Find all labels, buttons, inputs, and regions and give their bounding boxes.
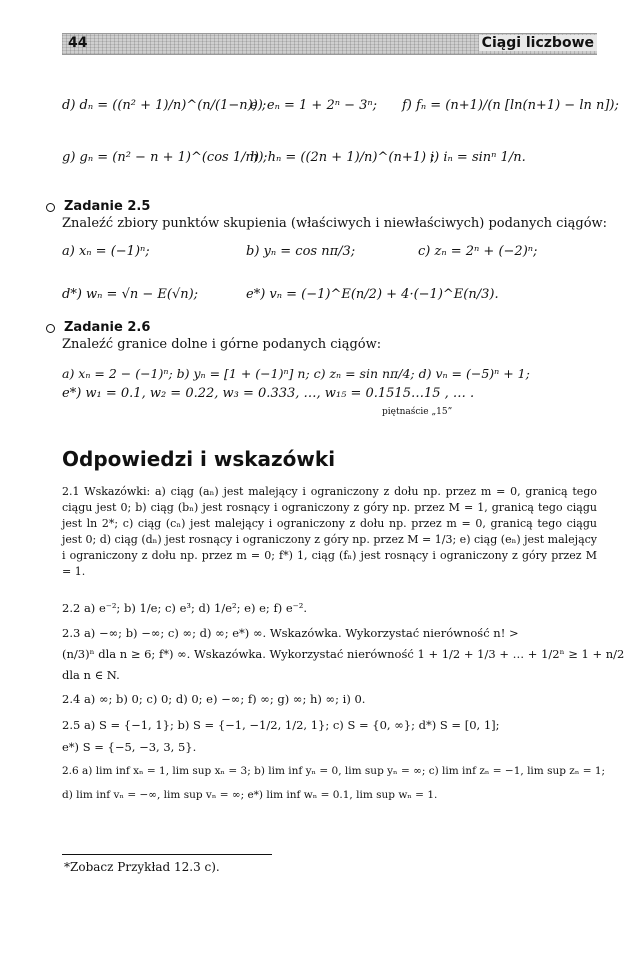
footnote: *Zobacz Przykład 12.3 c).	[64, 860, 220, 874]
answer-2-1: 2.1 Wskazówki: a) ciąg (aₙ) jest malejący i ograniczony z dołu np. przez m = 0, granicą tego ciągu jest 0; b) ciąg (bₙ) jest rosnący i ograniczony z góry np. przez M = 1, granicą tego ciągu jest ln 2*; c) ciąg (cₙ) jest malejący i ograniczony z dołu np. przez m = 0, granicą tego ciągu jest 0; d) ciąg (dₙ) jest rosnący i ograniczony z góry np. przez M = 1/3; e) ciąg (eₙ) jest malejący i ograniczony z dołu np. przez m = 0; f*) 1, ciąg (fₙ) jest rosnący i ograniczony z góry przez M = 1.	[62, 485, 597, 578]
formula-e: e) eₙ = 1 + 2ⁿ − 3ⁿ;	[250, 98, 378, 113]
answer-2-5-line1: 2.5 a) S = {−1, 1}; b) S = {−1, −1/2, 1/2, 1}; c) S = {0, ∞}; d*) S = [0, 1];	[62, 718, 500, 732]
task-25-text: Znaleźć zbiory punktów skupienia (właściwych i niewłaściwych) podanych ciągów:	[62, 216, 608, 231]
answer-2-4: 2.4 a) ∞; b) 0; c) 0; d) 0; e) −∞; f) ∞; g) ∞; h) ∞; i) 0.	[62, 692, 366, 706]
task-26-line1: a) xₙ = 2 − (−1)ⁿ; b) yₙ = [1 + (−1)ⁿ] n; c) zₙ = sin nπ/4; d) vₙ = (−5)ⁿ + 1;	[62, 366, 530, 381]
task-25-a: a) xₙ = (−1)ⁿ;	[62, 244, 150, 259]
page-number: 44	[68, 35, 88, 51]
bullet-icon	[46, 324, 55, 333]
answer-2-3-line2: (n/3)ⁿ dla n ≥ 6; f*) ∞. Wskazówka. Wykorzystać nierówność 1 + 1/2 + 1/3 + … + 1/2ⁿ ≥ 1 + n/2	[62, 647, 625, 661]
answer-2-5-line2: e*) S = {−5, −3, 3, 5}.	[62, 740, 197, 754]
bullet-icon	[46, 203, 55, 212]
task-25-c: c) zₙ = 2ⁿ + (−2)ⁿ;	[418, 244, 538, 259]
answer-2-3-line3: dla n ∈ N.	[62, 668, 120, 682]
formula-d: d) dₙ = ((n² + 1)/n)^(n/(1−n)) ;	[62, 98, 267, 113]
formula-f: f) fₙ = (n+1)/(n [ln(n+1) − ln n]);	[402, 98, 619, 113]
footnote-rule	[62, 854, 272, 855]
task-26-line2: e*) w₁ = 0.1, w₂ = 0.22, w₃ = 0.333, …, w₁₅ = 0.1515…15 , … .	[62, 386, 475, 401]
formula-h: h) hₙ = ((2n + 1)/n)^(n+1) ;	[250, 150, 435, 165]
task-25-title: Zadanie 2.5	[64, 199, 151, 214]
task-26-text: Znaleźć granice dolne i górne podanych ciągów:	[62, 337, 382, 352]
answer-2-6-line1: 2.6 a) lim inf xₙ = 1, lim sup xₙ = 3; b) lim inf yₙ = 0, lim sup yₙ = ∞; c) lim inf zₙ = −1, lim sup zₙ = 1;	[62, 765, 606, 777]
task-26-note: piętnaście „15”	[382, 407, 453, 417]
answer-2-6-line2: d) lim inf vₙ = −∞, lim sup vₙ = ∞; e*) lim inf wₙ = 0.1, lim sup wₙ = 1.	[62, 789, 438, 801]
formula-g: g) gₙ = (n² − n + 1)^(cos 1/n) ;	[62, 150, 268, 165]
formula-i: i) iₙ = sinⁿ 1/n.	[430, 150, 526, 165]
task-25-b: b) yₙ = cos nπ/3;	[246, 244, 356, 259]
answer-2-2: 2.2 a) e⁻²; b) 1/e; c) e³; d) 1/e²; e) e; f) e⁻².	[62, 601, 307, 615]
answers-heading: Odpowiedzi i wskazówki	[62, 447, 336, 471]
task-25-d: d*) wₙ = √n − E(√n);	[62, 287, 199, 302]
chapter-title: Ciągi liczbowe	[479, 35, 597, 51]
running-header	[62, 33, 597, 55]
task-25-e: e*) vₙ = (−1)^E(n/2) + 4·(−1)^E(n/3).	[246, 287, 499, 302]
answer-2-3-line1: 2.3 a) −∞; b) −∞; c) ∞; d) ∞; e*) ∞. Wskazówka. Wykorzystać nierówność n! >	[62, 626, 519, 640]
task-26-title: Zadanie 2.6	[64, 320, 151, 335]
